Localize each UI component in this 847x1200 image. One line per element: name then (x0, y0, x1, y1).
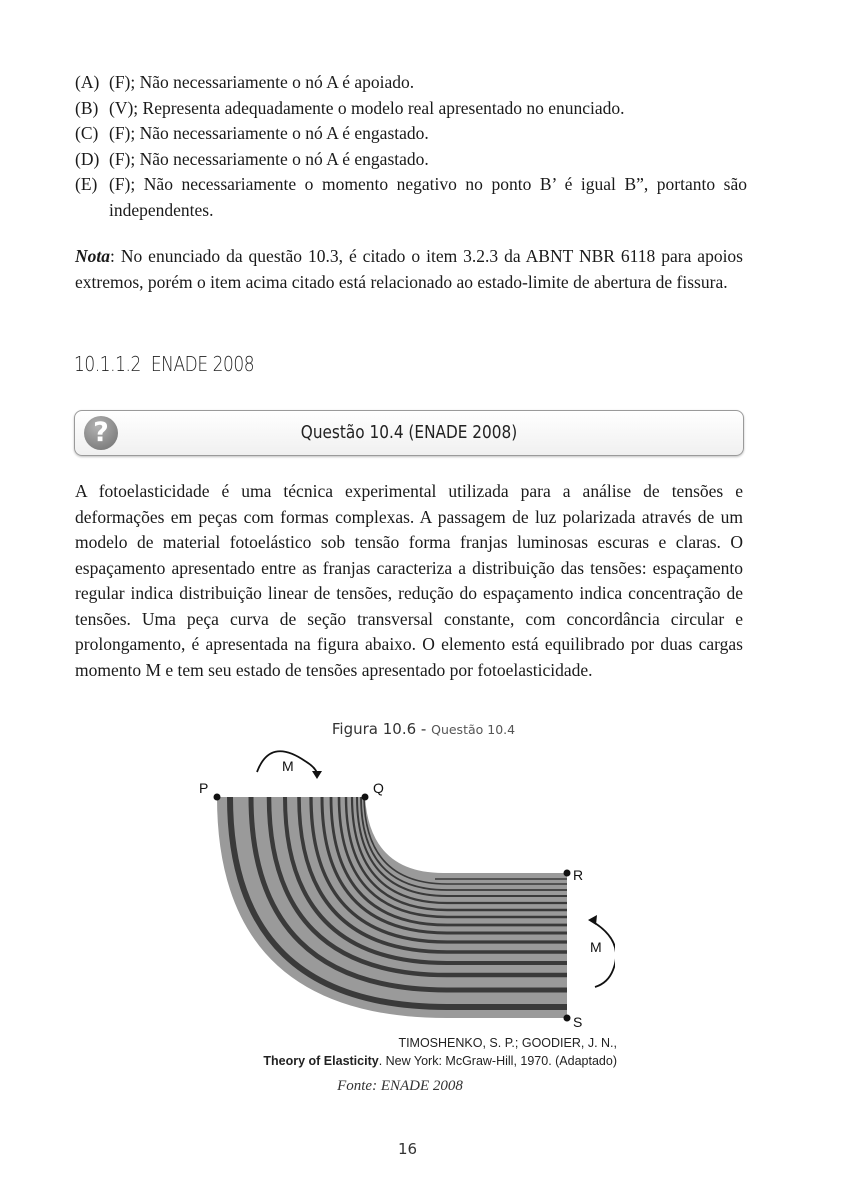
question-mark-icon: ? (84, 416, 118, 450)
answer-option-b (75, 96, 747, 122)
answer-label: (B) (75, 97, 99, 118)
answer-option-d (75, 147, 747, 173)
answer-label: (C) (75, 123, 99, 143)
figure-source: Fonte: ENADE 2008 (337, 1078, 463, 1094)
question-body-text: A fotoelasticidade é uma técnica experimental utilizada para a análise de tensões e deformações em peças com formas complexas. A passagem de luz polarizada através de um modelo de material fotoelástico sob tensão forma franjas luminosas escuras e claras. O espaçamento apresentado entre as franjas caracteriza a distribuição das tensões: espaçamento regular indica distribuição linear de tensões, redução do espaçamento indica concentração de tensões. Uma peça curva de seção transversal constante, com concordância circular e prolongamento, é apresentada na figura abaixo. O elemento está equilibrado por duas cargas momento M e tem seu estado de tensões apresentado por fotoelasticidade. (75, 481, 743, 680)
figure-caption (0, 720, 847, 738)
point-r-label: R (573, 867, 584, 883)
note-text: : No enunciado da questão 10.3, é citado o item 3.2.3 da ABNT NBR 6118 para apoios extremos, porém o item acima citado está relacionado ao estado-limite de abertura de fissura. (75, 246, 743, 292)
figure-credit (263, 1034, 617, 1070)
section-number: 10.1.1.2 (74, 352, 141, 376)
credit-authors: TIMOSHENKO, S. P.; GOODIER, J. N., (398, 1036, 617, 1050)
credit-book-title: Theory of Elasticity (263, 1054, 379, 1068)
question-title: Questão 10.4 (ENADE 2008) (300, 422, 518, 443)
answer-options-list (75, 70, 747, 223)
point-s-label: S (573, 1014, 583, 1030)
page-number: 16 (397, 1140, 418, 1158)
figure-caption-sub: Questão 10.4 (431, 722, 516, 737)
answer-text: (F); Não necessariamente o momento negativo no ponto B’ é igual B”, portanto são independentes. (109, 174, 747, 220)
credit-publisher: . New York: McGraw-Hill, 1970. (Adaptado) (378, 1054, 617, 1068)
curved-beam-fringe-image (195, 745, 615, 1035)
answer-option-c (75, 121, 747, 147)
answer-text: (F); Não necessariamente o nó A é apoiado. (109, 72, 415, 92)
answer-label: (D) (75, 148, 100, 169)
moment-top-label: M (282, 758, 294, 774)
answer-option-e (75, 172, 747, 223)
figure-caption-main: Figura 10.6 - (331, 720, 432, 738)
moment-right-label: M (590, 939, 602, 955)
note-paragraph (75, 244, 743, 295)
point-q-label: Q (373, 780, 384, 796)
answer-label: (E) (75, 174, 98, 194)
answer-text: (F); Não necessariamente o nó A é engastado. (109, 148, 429, 169)
section-heading (74, 352, 254, 376)
point-p-label: P (199, 780, 209, 796)
answer-label: (A) (75, 72, 100, 92)
photoelasticity-figure (195, 745, 615, 1035)
answer-option-a (75, 70, 747, 96)
section-title: ENADE 2008 (150, 352, 255, 376)
question-header-bar (74, 410, 744, 456)
answer-text: (F); Não necessariamente o nó A é engastado. (109, 123, 429, 143)
answer-text: (V); Representa adequadamente o modelo real apresentado no enunciado. (109, 97, 625, 118)
note-label: Nota (75, 246, 110, 266)
